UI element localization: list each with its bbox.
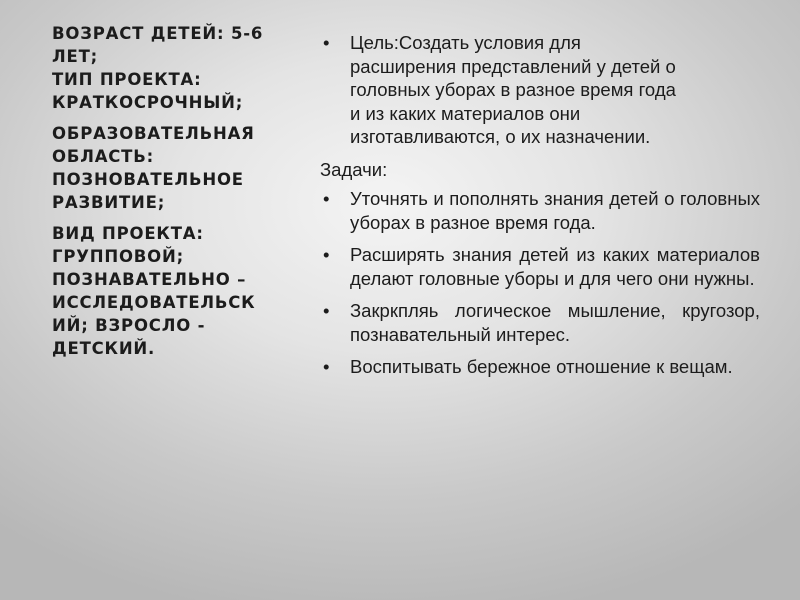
bullet-icon: • bbox=[323, 32, 330, 53]
bullet-icon: • bbox=[323, 356, 330, 377]
education-area-block bbox=[52, 122, 292, 214]
task-text: Уточнять и пополнять знания детей о головных уборах в разное время года. bbox=[350, 188, 760, 233]
task-item bbox=[320, 187, 760, 234]
task-text: Закркпляь логическое мышление, кругозор, познавательный интерес. bbox=[350, 300, 760, 345]
kind-line-3: ПОЗНАВАТЕЛЬНО – bbox=[52, 270, 247, 289]
goals-column bbox=[320, 31, 760, 388]
type-line-1: ТИП ПРОЕКТА: bbox=[52, 70, 202, 89]
tasks-heading: Задачи: bbox=[320, 158, 388, 180]
kind-line-1: ВИД ПРОЕКТА: bbox=[52, 224, 204, 243]
type-line-2: КРАТКОСРОЧНЫЙ; bbox=[52, 93, 244, 112]
goal-item bbox=[320, 31, 760, 149]
age-line-1: ВОЗРАСТ ДЕТЕЙ: 5-6 bbox=[52, 24, 264, 43]
task-text: Расширять знания детей из каких материалов делают головные уборы и для чего они нужны. bbox=[350, 244, 760, 289]
kind-line-2: ГРУППОВОЙ; bbox=[52, 247, 184, 266]
kind-line-4: ИССЛЕДОВАТЕЛЬСК bbox=[52, 293, 256, 312]
goal-line-1: Цель:Создать условия для bbox=[350, 32, 581, 53]
area-line-3: ПОЗНОВАТЕЛЬНОЕ bbox=[52, 170, 244, 189]
area-line-2: ОБЛАСТЬ: bbox=[52, 147, 155, 166]
bullet-icon: • bbox=[323, 244, 330, 265]
task-item bbox=[320, 243, 760, 290]
bullet-icon: • bbox=[323, 188, 330, 209]
task-item bbox=[320, 299, 760, 346]
age-and-type-block bbox=[52, 22, 292, 114]
goal-line-4: и из каких материалов они bbox=[350, 102, 581, 124]
goal-line-5: изготавливаются, о их назначении. bbox=[350, 126, 651, 147]
bullet-icon: • bbox=[323, 300, 330, 321]
age-line-2: ЛЕТ; bbox=[52, 47, 99, 66]
project-kind-block bbox=[52, 222, 292, 360]
area-line-4: РАЗВИТИЕ; bbox=[52, 193, 166, 212]
task-text: Воспитывать бережное отношение к вещам. bbox=[350, 356, 733, 377]
task-item bbox=[320, 355, 760, 379]
project-info-column bbox=[52, 22, 292, 368]
goal-line-2: расширения представлений у детей о bbox=[350, 55, 676, 77]
kind-line-5: ИЙ; ВЗРОСЛО - bbox=[52, 316, 206, 335]
area-line-1: ОБРАЗОВАТЕЛЬНАЯ bbox=[52, 124, 255, 143]
goal-line-3: головных уборах в разное время года bbox=[350, 79, 676, 100]
kind-line-6: ДЕТСКИЙ. bbox=[52, 339, 156, 358]
